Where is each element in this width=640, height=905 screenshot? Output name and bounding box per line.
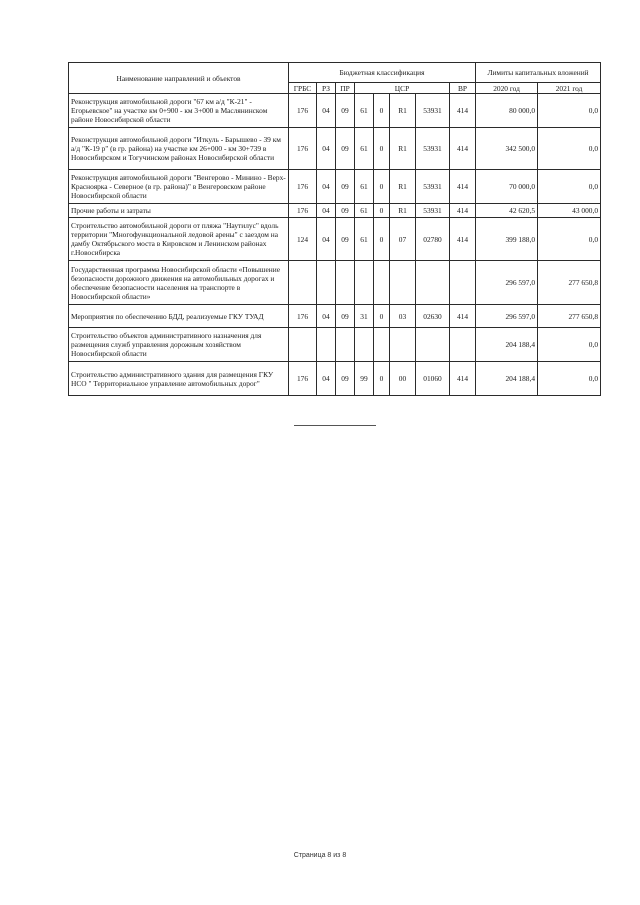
row-name: Государственная программа Новосибирской области «Повышение безопасности дорожного движения на автомобильных дорогах и обеспечение безопасности населения на транспорте в Новосибирской области» [69, 261, 289, 305]
cell-rz: 04 [317, 94, 336, 128]
cell-c3 [390, 328, 416, 362]
table-row [69, 94, 601, 128]
header-grbs: ГРБС [289, 83, 317, 94]
row-name: Строительство административного здания для размещения ГКУ НСО " Территориальное управление автомобильных дорог" [69, 362, 289, 396]
budget-table [68, 62, 601, 396]
cell-c4: 53931 [416, 170, 450, 204]
cell-c3: 00 [390, 362, 416, 396]
cell-rz: 04 [317, 170, 336, 204]
table-row [69, 328, 601, 362]
cell-vr: 414 [450, 94, 476, 128]
cell-y2020: 80 000,0 [476, 94, 538, 128]
row-name: Строительство объектов административного назначения для размещения служб управления дорожным хозяйством Новосибирской области [69, 328, 289, 362]
cell-y2020: 70 000,0 [476, 170, 538, 204]
cell-y2020: 399 188,0 [476, 218, 538, 261]
cell-c1: 61 [355, 128, 374, 170]
cell-c2: 0 [374, 218, 390, 261]
cell-rz: 04 [317, 305, 336, 328]
cell-y2021: 0,0 [538, 218, 601, 261]
cell-c1 [355, 261, 374, 305]
row-name: Мероприятия по обеспечению БДД, реализуемые ГКУ ТУАД [69, 305, 289, 328]
table-row [69, 362, 601, 396]
cell-c2: 0 [374, 204, 390, 218]
cell-pr: 09 [336, 94, 355, 128]
cell-vr [450, 261, 476, 305]
cell-y2021: 0,0 [538, 362, 601, 396]
cell-rz: 04 [317, 218, 336, 261]
row-name: Строительство автомобильной дороги от пляжа "Наутилус" вдоль территории "Многофункциональной ледовой арены" с заездом на дамбу Октябрьского моста в Кировском и Ленинском районах г.Новосибирска [69, 218, 289, 261]
cell-vr: 414 [450, 170, 476, 204]
cell-c1 [355, 328, 374, 362]
cell-vr: 414 [450, 362, 476, 396]
table-row [69, 204, 601, 218]
cell-rz [317, 328, 336, 362]
table-row [69, 170, 601, 204]
table-row [69, 261, 601, 305]
cell-c3: R1 [390, 94, 416, 128]
end-divider-line [294, 425, 376, 426]
cell-rz: 04 [317, 128, 336, 170]
header-2021: 2021 год [538, 83, 601, 94]
cell-grbs: 176 [289, 362, 317, 396]
cell-pr: 09 [336, 128, 355, 170]
cell-c4: 01060 [416, 362, 450, 396]
cell-c1: 99 [355, 362, 374, 396]
header-name: Наименование направлений и объектов [69, 63, 289, 94]
cell-c2 [374, 261, 390, 305]
header-vr: ВР [450, 83, 476, 94]
cell-grbs: 176 [289, 94, 317, 128]
page-footer: Страница 8 из 8 [293, 852, 347, 859]
cell-c2: 0 [374, 305, 390, 328]
cell-grbs: 176 [289, 128, 317, 170]
cell-rz: 04 [317, 362, 336, 396]
cell-pr [336, 261, 355, 305]
cell-rz: 04 [317, 204, 336, 218]
row-name: Реконструкция автомобильной дороги "67 км а/д "К-21" - Егорьевское" на участке км 0+900 - км 3+000 в Маслянинском районе Новосибирской области [69, 94, 289, 128]
cell-y2021: 0,0 [538, 128, 601, 170]
cell-c1: 61 [355, 94, 374, 128]
cell-c2: 0 [374, 128, 390, 170]
cell-y2021: 0,0 [538, 328, 601, 362]
cell-y2021: 0,0 [538, 94, 601, 128]
row-name: Реконструкция автомобильной дороги "Иткуль - Барышево - 39 км а/д "К-19 р" (в гр. района) на участке км 26+000 - км 30+739 в Новосибирском и Тогучинском районах Новосибирской области [69, 128, 289, 170]
cell-grbs [289, 328, 317, 362]
header-2020: 2020 год [476, 83, 538, 94]
cell-c3: 07 [390, 218, 416, 261]
cell-grbs: 124 [289, 218, 317, 261]
cell-c3: 03 [390, 305, 416, 328]
cell-c4: 53931 [416, 128, 450, 170]
cell-y2020: 204 188,4 [476, 328, 538, 362]
cell-y2021: 43 000,0 [538, 204, 601, 218]
table-row [69, 128, 601, 170]
cell-grbs: 176 [289, 305, 317, 328]
cell-vr: 414 [450, 218, 476, 261]
cell-c2: 0 [374, 362, 390, 396]
cell-vr: 414 [450, 305, 476, 328]
cell-y2020: 204 188,4 [476, 362, 538, 396]
cell-c4: 02780 [416, 218, 450, 261]
cell-c3: R1 [390, 128, 416, 170]
cell-y2021: 0,0 [538, 170, 601, 204]
cell-c3: R1 [390, 170, 416, 204]
table-header-row [69, 63, 601, 83]
cell-c3: R1 [390, 204, 416, 218]
cell-grbs [289, 261, 317, 305]
cell-pr [336, 328, 355, 362]
cell-c4: 53931 [416, 94, 450, 128]
cell-pr: 09 [336, 170, 355, 204]
cell-y2020: 296 597,0 [476, 305, 538, 328]
cell-pr: 09 [336, 362, 355, 396]
cell-y2021: 277 650,8 [538, 261, 601, 305]
cell-c1: 61 [355, 204, 374, 218]
cell-c1: 61 [355, 170, 374, 204]
cell-vr: 414 [450, 128, 476, 170]
cell-vr: 414 [450, 204, 476, 218]
table-row [69, 218, 601, 261]
row-name: Реконструкция автомобильной дороги "Венгерово - Минино - Верх-Красноярка - Северное (в гр. района)" в Венгеровском районе Новосибирской области [69, 170, 289, 204]
cell-y2020: 342 500,0 [476, 128, 538, 170]
cell-c3 [390, 261, 416, 305]
cell-c4 [416, 261, 450, 305]
table-row [69, 305, 601, 328]
cell-c1: 31 [355, 305, 374, 328]
header-budget-classification: Бюджетная классификация [289, 63, 476, 83]
cell-y2020: 42 620,5 [476, 204, 538, 218]
cell-c4: 53931 [416, 204, 450, 218]
cell-pr: 09 [336, 305, 355, 328]
header-capital-limits: Лимиты капитальных вложений [476, 63, 601, 83]
cell-grbs: 176 [289, 204, 317, 218]
cell-c1: 61 [355, 218, 374, 261]
header-rz: РЗ [317, 83, 336, 94]
cell-vr [450, 328, 476, 362]
cell-rz [317, 261, 336, 305]
cell-c2 [374, 328, 390, 362]
cell-c2: 0 [374, 94, 390, 128]
cell-pr: 09 [336, 204, 355, 218]
cell-c4 [416, 328, 450, 362]
cell-y2020: 296 597,0 [476, 261, 538, 305]
row-name: Прочие работы и затраты [69, 204, 289, 218]
cell-y2021: 277 650,8 [538, 305, 601, 328]
cell-c2: 0 [374, 170, 390, 204]
cell-pr: 09 [336, 218, 355, 261]
header-pr: ПР [336, 83, 355, 94]
cell-c4: 02630 [416, 305, 450, 328]
header-csr: ЦСР [355, 83, 450, 94]
cell-grbs: 176 [289, 170, 317, 204]
